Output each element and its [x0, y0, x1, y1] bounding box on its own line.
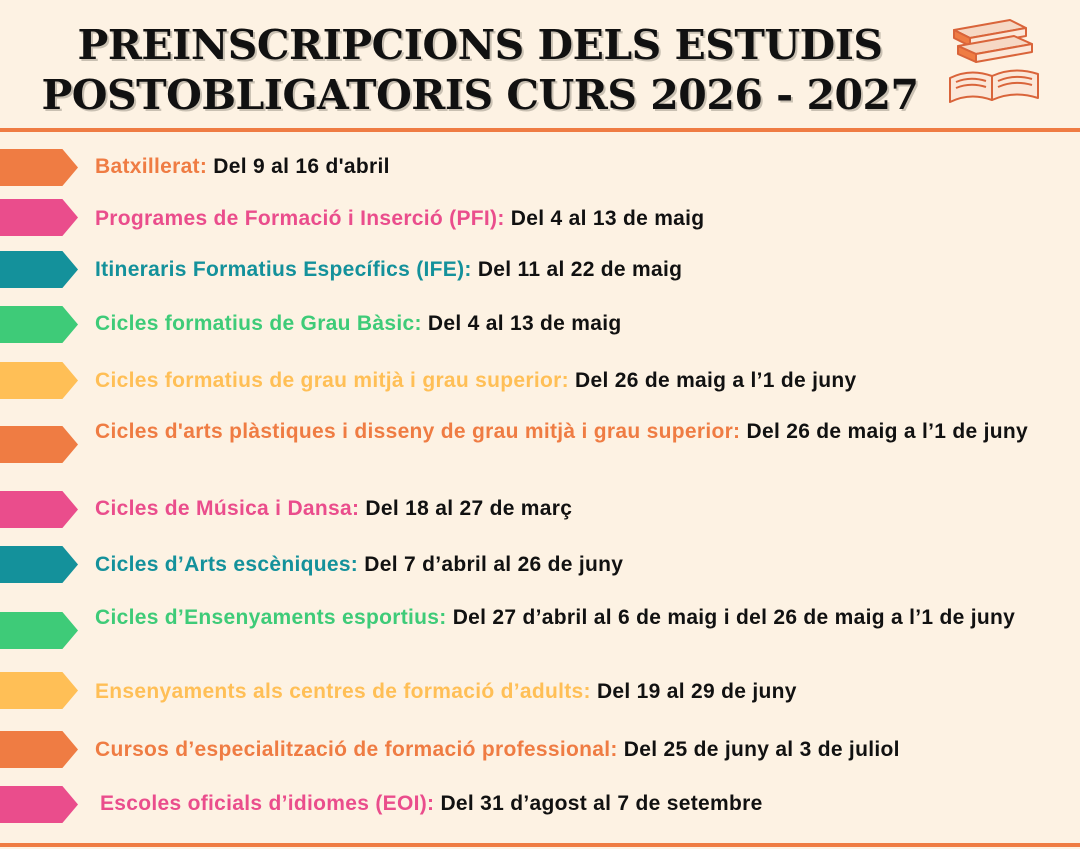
arrow-marker: [0, 612, 78, 649]
arrow-marker: [0, 672, 78, 709]
arrow-marker: [0, 199, 78, 236]
top-divider: [0, 128, 1080, 132]
item-label: Programes de Formació i Inserció (PFI):: [95, 207, 505, 230]
item-label: Cicles formatius de Grau Bàsic:: [95, 312, 422, 335]
item-label: Cicles d’Arts escèniques:: [95, 553, 359, 576]
item-dates: Del 25 de juny al 3 de juliol: [623, 738, 900, 761]
arrow-marker: [0, 306, 78, 343]
page-title: [40, 20, 920, 120]
item-label: Escoles oficials d’idiomes (EOI):: [100, 792, 435, 815]
item-dates: Del 26 de maig a l’1 de juny: [746, 420, 1029, 443]
books-icon: [940, 8, 1050, 108]
arrow-marker: [0, 546, 78, 583]
item-text: [95, 151, 1055, 183]
item-text: [95, 549, 1055, 581]
item-text: [95, 308, 1055, 340]
arrow-marker: [0, 731, 78, 768]
header: [0, 0, 1080, 130]
arrow-marker: [0, 149, 78, 186]
item-label: Cicles d’Ensenyaments esportius:: [95, 606, 447, 629]
title-line-2: POSTOBLIGATORIS CURS 2026 - 2027: [41, 71, 919, 119]
item-dates: Del 18 al 27 de març: [365, 497, 573, 520]
item-label: Cicles d'arts plàstiques i disseny de grau mitjà i grau superior:: [95, 420, 741, 443]
item-text: [95, 203, 1055, 235]
item-label: Itineraris Formatius Específics (IFE):: [95, 258, 472, 281]
bottom-divider: [0, 843, 1080, 847]
arrow-marker: [0, 786, 78, 823]
arrow-marker: [0, 362, 78, 399]
item-text: [95, 254, 1055, 286]
item-dates: Del 27 d’abril al 6 de maig i del 26 de maig a l’1 de juny: [452, 606, 1016, 629]
item-label: Cursos d’especialització de formació professional:: [95, 738, 618, 761]
item-text: [100, 788, 1060, 820]
item-text: [95, 493, 1055, 525]
item-text: [95, 602, 1055, 634]
item-dates: Del 9 al 16 d'abril: [213, 155, 390, 178]
item-label: Cicles formatius de grau mitjà i grau superior:: [95, 369, 569, 392]
item-dates: Del 11 al 22 de maig: [477, 258, 683, 281]
item-dates: Del 19 al 29 de juny: [596, 680, 797, 703]
item-text: [95, 676, 1055, 708]
arrow-marker: [0, 491, 78, 528]
arrow-marker: [0, 251, 78, 288]
item-dates: Del 31 d’agost al 7 de setembre: [440, 792, 763, 815]
item-text: [95, 365, 1055, 397]
item-dates: Del 4 al 13 de maig: [427, 312, 622, 335]
item-dates: Del 7 d’abril al 26 de juny: [364, 553, 624, 576]
item-label: Ensenyaments als centres de formació d’adults:: [95, 680, 591, 703]
item-label: Cicles de Música i Dansa:: [95, 497, 360, 520]
arrow-marker: [0, 426, 78, 463]
item-dates: Del 4 al 13 de maig: [510, 207, 705, 230]
item-label: Batxillerat:: [95, 155, 208, 178]
item-text: [95, 734, 1055, 766]
item-dates: Del 26 de maig a l’1 de juny: [575, 369, 857, 392]
item-text: [95, 416, 1055, 448]
title-line-1: PREINSCRIPCIONS DELS ESTUDIS: [77, 21, 883, 69]
